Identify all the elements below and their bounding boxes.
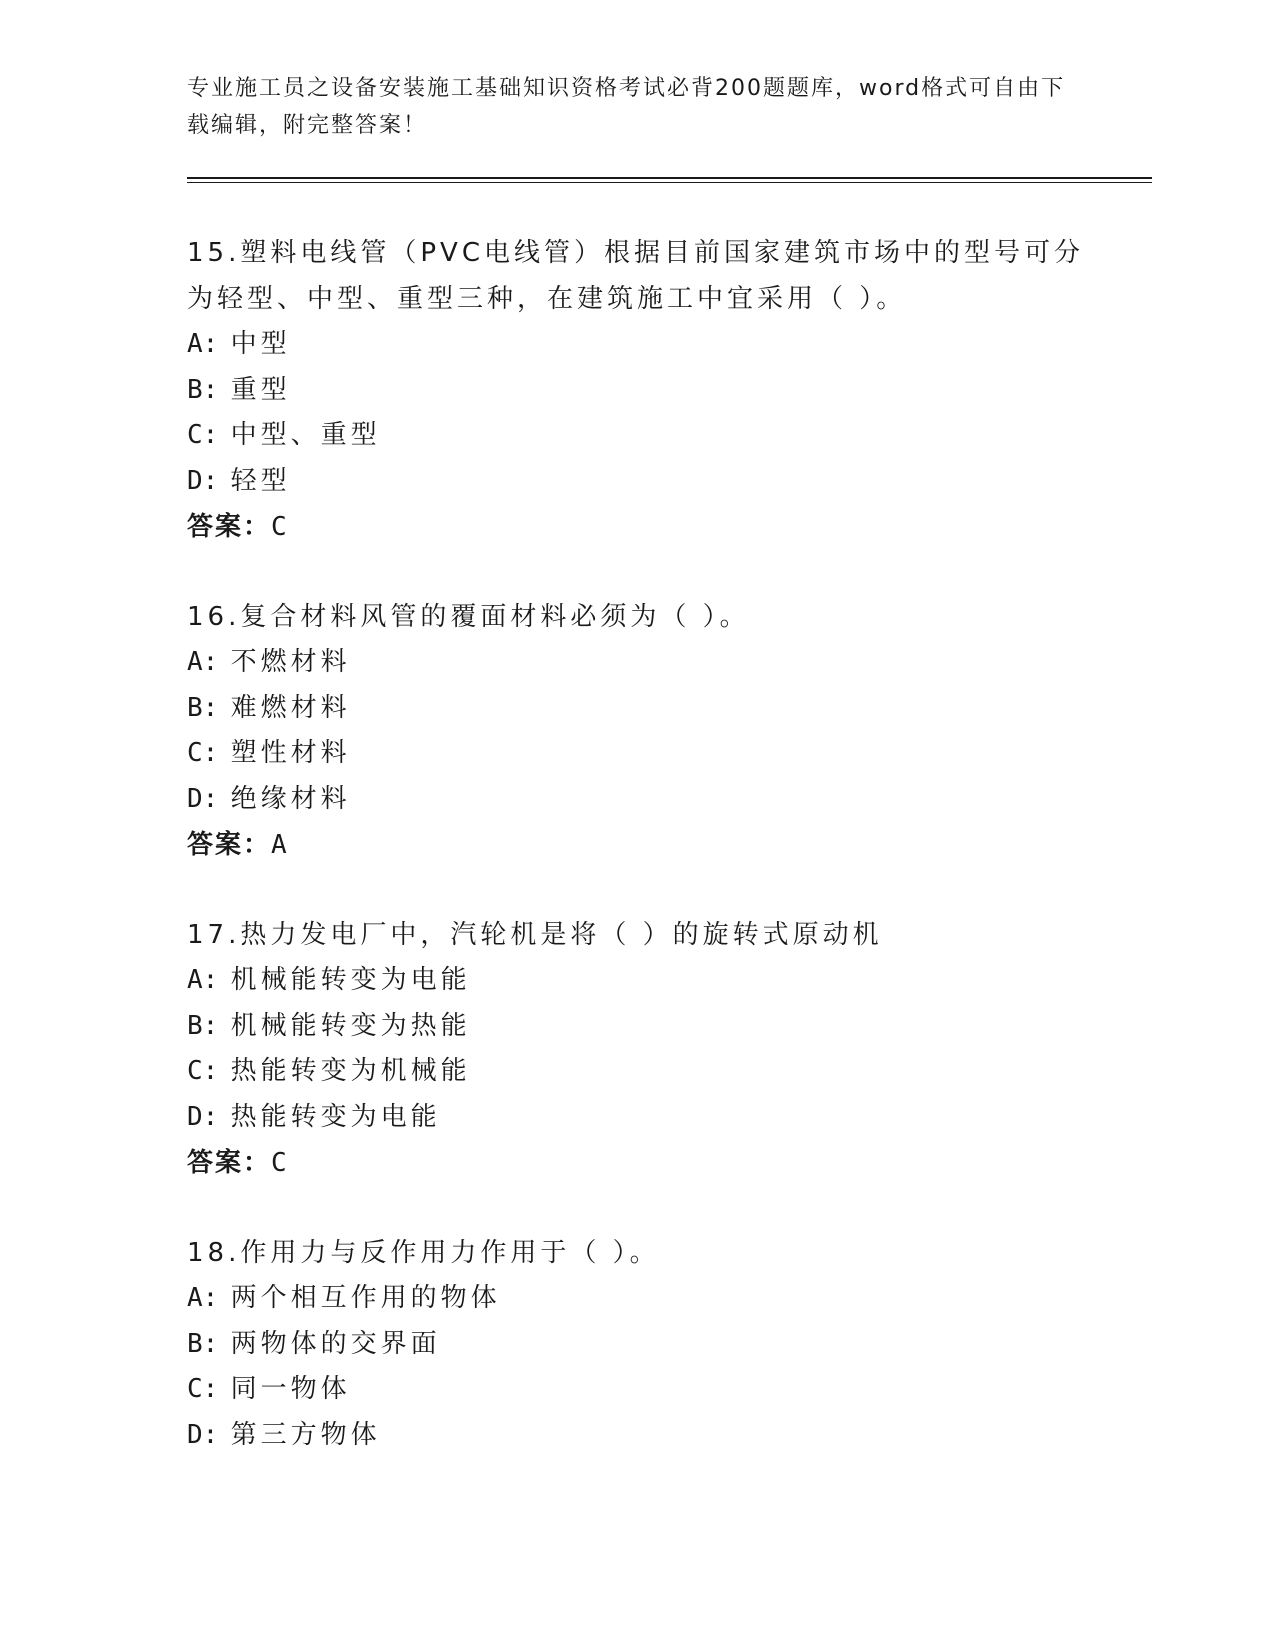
option-b: [187, 1004, 1087, 1050]
document-header: 专业施工员之设备安装施工基础知识资格考试必背200题题库，word格式可自由下载编辑，附完整答案！: [187, 76, 1066, 138]
option-d: [187, 777, 1087, 823]
option-key: D:: [187, 783, 219, 814]
answer-value: C: [271, 512, 289, 542]
option-key: D:: [187, 1419, 219, 1450]
option-c: [187, 731, 1087, 777]
option-a: [187, 1276, 1087, 1322]
question-stem: 18.作用力与反作用力作用于（ ）。: [187, 1238, 660, 1268]
option-text: 两个相互作用的物体: [230, 1283, 501, 1313]
option-text: 热能转变为电能: [230, 1101, 441, 1132]
option-text: 同一物体: [230, 1374, 351, 1404]
option-c: [187, 1049, 1087, 1095]
option-key: D:: [187, 465, 219, 496]
option-a: [187, 958, 1087, 1004]
option-text: 中型、重型: [230, 420, 381, 450]
option-text: 热能转变为机械能: [230, 1056, 471, 1086]
answer-line: [187, 504, 1087, 550]
option-c: [187, 413, 1087, 459]
option-key: C:: [187, 738, 219, 768]
option-text: 轻型: [230, 465, 291, 496]
option-text: 塑性材料: [230, 738, 351, 768]
answer-label: 答案：: [187, 1148, 272, 1178]
question-16: [187, 594, 1087, 868]
option-c: [187, 1367, 1087, 1413]
option-text: 机械能转变为热能: [230, 1010, 471, 1041]
option-text: 机械能转变为电能: [230, 965, 471, 995]
option-b: [187, 1322, 1087, 1368]
answer-line: [187, 822, 1087, 868]
option-d: [187, 459, 1087, 505]
answer-label: 答案：: [187, 512, 272, 542]
answer-label: 答案：: [187, 830, 272, 860]
option-d: [187, 1095, 1087, 1141]
question-list: [187, 230, 1087, 1502]
option-a: [187, 322, 1087, 368]
question-stem: 16.复合材料风管的覆面材料必须为（ ）。: [187, 602, 750, 632]
option-text: 绝缘材料: [230, 783, 351, 814]
question-17: [187, 912, 1087, 1186]
option-key: A:: [187, 647, 219, 677]
option-key: B:: [187, 692, 219, 723]
option-key: B:: [187, 374, 219, 405]
answer-value: C: [271, 1148, 289, 1178]
option-text: 中型: [230, 329, 291, 359]
header-divider-thin: [187, 182, 1152, 183]
answer-value: A: [271, 830, 289, 860]
option-key: C:: [187, 1374, 219, 1404]
option-key: D:: [187, 1101, 219, 1132]
option-key: A:: [187, 965, 219, 995]
option-a: [187, 640, 1087, 686]
question-15: [187, 230, 1087, 550]
option-d: [187, 1413, 1087, 1459]
option-text: 难燃材料: [230, 692, 351, 723]
question-18: [187, 1230, 1087, 1458]
option-key: C:: [187, 420, 219, 450]
header-divider-thick: [187, 177, 1152, 179]
question-stem: 15.塑料电线管（PVC电线管）根据目前国家建筑市场中的型号可分为轻型、中型、重型三种，在建筑施工中宜采用（ ）。: [187, 238, 1084, 314]
option-b: [187, 686, 1087, 732]
option-text: 重型: [230, 374, 291, 405]
option-text: 两物体的交界面: [230, 1328, 441, 1359]
question-stem: 17.热力发电厂中，汽轮机是将（ ）的旋转式原动机: [187, 920, 883, 950]
option-key: B:: [187, 1010, 219, 1041]
option-key: A:: [187, 1283, 219, 1313]
option-key: B:: [187, 1328, 219, 1359]
option-b: [187, 368, 1087, 414]
option-text: 第三方物体: [230, 1419, 381, 1450]
option-text: 不燃材料: [230, 647, 351, 677]
option-key: C:: [187, 1056, 219, 1086]
answer-line: [187, 1140, 1087, 1186]
option-key: A:: [187, 329, 219, 359]
